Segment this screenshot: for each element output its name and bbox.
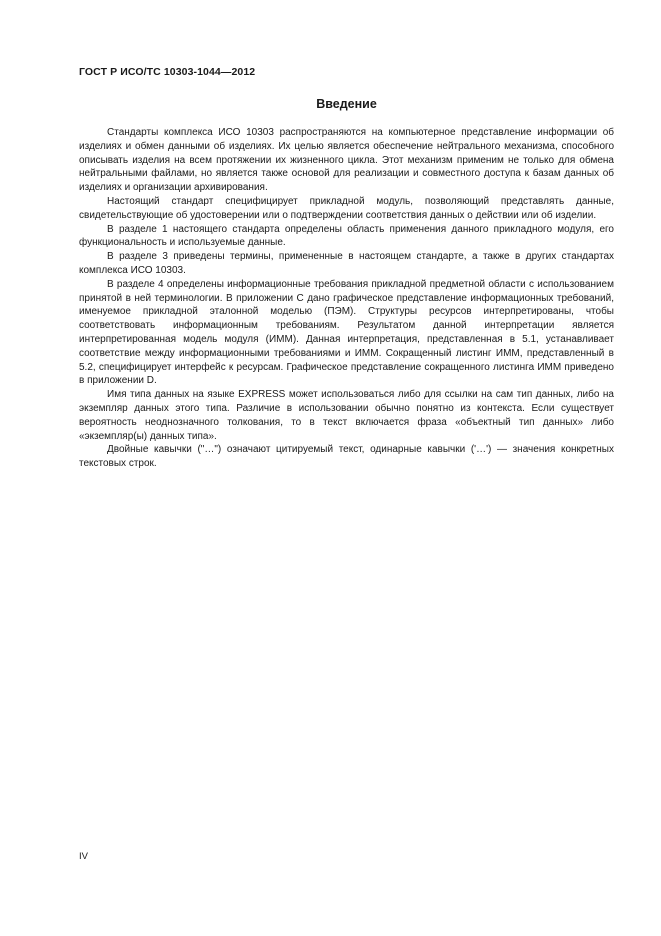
paragraph-scope-of-standards: Стандарты комплекса ИСО 10303 распространяются на компьютерное представление информации об изделиях и обмен данными об изделиях. Их целью является обеспечение нейтрального механизма, способного описывать изделия на всем протяжении их жизненного цикла. Этот механизм применим не только для обмена нейтральными файлами, но является также основой для реализации и совместного доступа к базам данных об изделиях и организации архивирования. bbox=[79, 127, 614, 194]
introduction-body bbox=[79, 126, 614, 471]
paragraph-section-3: В разделе 3 приведены термины, примененные в настоящем стандарте, а также в других стандартах комплекса ИСО 10303. bbox=[79, 251, 614, 276]
paragraph-express-types: Имя типа данных на языке EXPRESS может использоваться либо для ссылки на сам тип данных, либо на экземпляр данных этого типа. Различие в использовании обычно понятно из контекста. Если существует вероятность неоднозначного толкования, то в текст включается фраза «объектный тип данных» либо «экземпляр(ы) данных типа». bbox=[79, 389, 614, 442]
paragraph-section-4: В разделе 4 определены информационные требования прикладной предметной области с использованием принятой в ней терминологии. В приложении С дано графическое представление информационных требований, именуемое прикладной эталонной моделью (ПЭМ). Структуры ресурсов интерпретированы, чтобы соответствовать информационным требованиям. Результатом данной интерпретации является интерпретированная модель модуля (ИММ). Данная интерпретация, представленная в 5.1, устанавливает соответствие между информационными требованиями и ИММ. Сокращенный листинг ИММ, представленный в 5.2, специфицирует интерфейс к ресурсам. Графическое представление сокращенного листинга ИММ приведено в приложении D. bbox=[79, 278, 614, 387]
page-number: IV bbox=[79, 851, 88, 862]
paragraph-module-specification: Настоящий стандарт специфицирует прикладной модуль, позволяющий представлять данные, свидетельствующие об удостоверении или о подтверждении соответствия данных о действии или об изделии. bbox=[79, 195, 614, 221]
document-header-code: ГОСТ Р ИСО/ТС 10303-1044—2012 bbox=[79, 66, 256, 78]
paragraph-section-1: В разделе 1 настоящего стандарта определены область применения данного прикладного модуля, его функциональность и используемые данные. bbox=[79, 223, 614, 249]
paragraph-quotes-convention: Двойные кавычки ("…") означают цитируемый текст, одинарные кавычки ('…') — значения конкретных текстовых строк. bbox=[79, 444, 614, 470]
section-title: Введение bbox=[316, 97, 377, 111]
